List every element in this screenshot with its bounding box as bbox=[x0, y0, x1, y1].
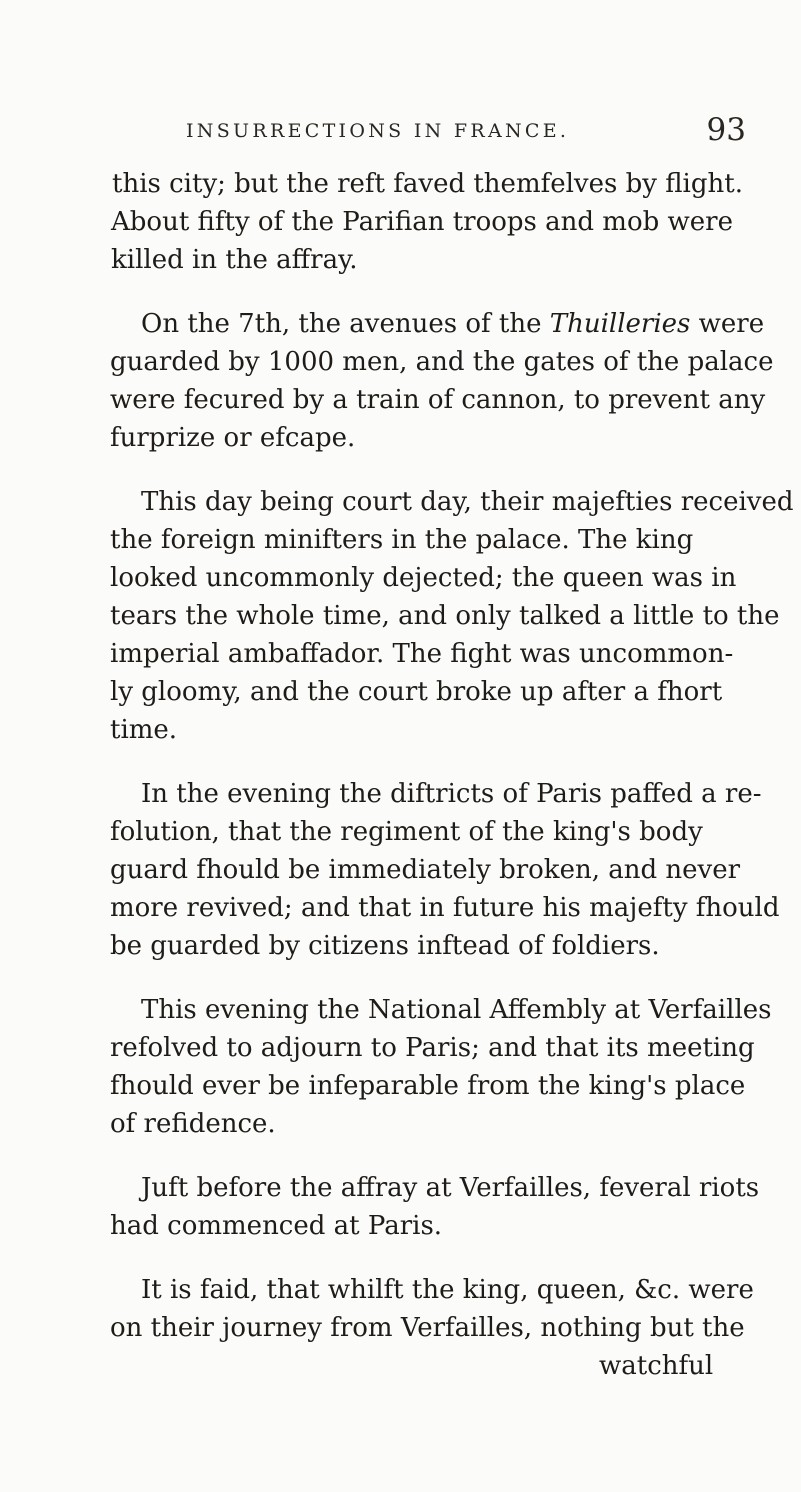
text-line: In the evening the diftricts of Paris paffed a re- bbox=[141, 779, 762, 809]
page-number: 93 bbox=[706, 112, 746, 148]
text-line: tears the whole time, and only talked a little to the bbox=[110, 601, 780, 631]
text-line: on their journey from Verfailles, nothing but the bbox=[110, 1313, 745, 1343]
text-line: furprize or efcape. bbox=[110, 423, 356, 453]
catchword: watchful bbox=[599, 1351, 714, 1381]
text-run: On the 7th, the avenues of the bbox=[141, 309, 550, 339]
text-line: this city; but the reft faved themfelves by flight. bbox=[112, 169, 743, 199]
text-line: It is faid, that whilft the king, queen, &c. were bbox=[141, 1275, 754, 1305]
text-line-with-italic bbox=[141, 306, 764, 342]
text-line: were fecured by a train of cannon, to prevent any bbox=[110, 385, 766, 415]
text-line: imperial ambaffador. The fight was uncommon- bbox=[110, 639, 734, 669]
text-line: refolved to adjourn to Paris; and that its meeting bbox=[110, 1033, 755, 1063]
text-line: fhould ever be infeparable from the king's place bbox=[110, 1071, 746, 1101]
running-head bbox=[186, 112, 746, 156]
text-line: time. bbox=[110, 715, 178, 745]
text-line: This evening the National Affembly at Verfailles bbox=[141, 995, 772, 1025]
text-line: ly gloomy, and the court broke up after a fhort bbox=[110, 677, 723, 707]
text-line: Juft before the affray at Verfailles, feveral riots bbox=[141, 1173, 760, 1203]
italic-place-name: Thuilleries bbox=[549, 309, 691, 339]
text-line: had commenced at Paris. bbox=[110, 1211, 443, 1241]
text-line: guard fhould be immediately broken, and never bbox=[110, 855, 741, 885]
running-title: INSURRECTIONS IN FRANCE. bbox=[186, 120, 570, 142]
text-line: killed in the affray. bbox=[111, 245, 358, 275]
text-line: be guarded by citizens inftead of foldiers. bbox=[110, 931, 660, 961]
text-run: were bbox=[690, 309, 765, 339]
text-line: About fifty of the Parifian troops and mob were bbox=[111, 207, 733, 237]
text-line: looked uncommonly dejected; the queen was in bbox=[110, 563, 737, 593]
text-line: folution, that the regiment of the king's body bbox=[110, 817, 703, 847]
text-line: the foreign minifters in the palace. The king bbox=[110, 525, 694, 555]
text-line: guarded by 1000 men, and the gates of the palace bbox=[110, 347, 774, 377]
text-line: This day being court day, their majefties received bbox=[141, 487, 794, 517]
text-line: of refidence. bbox=[110, 1109, 276, 1139]
text-line: more revived; and that in future his majefty fhould bbox=[110, 893, 780, 923]
